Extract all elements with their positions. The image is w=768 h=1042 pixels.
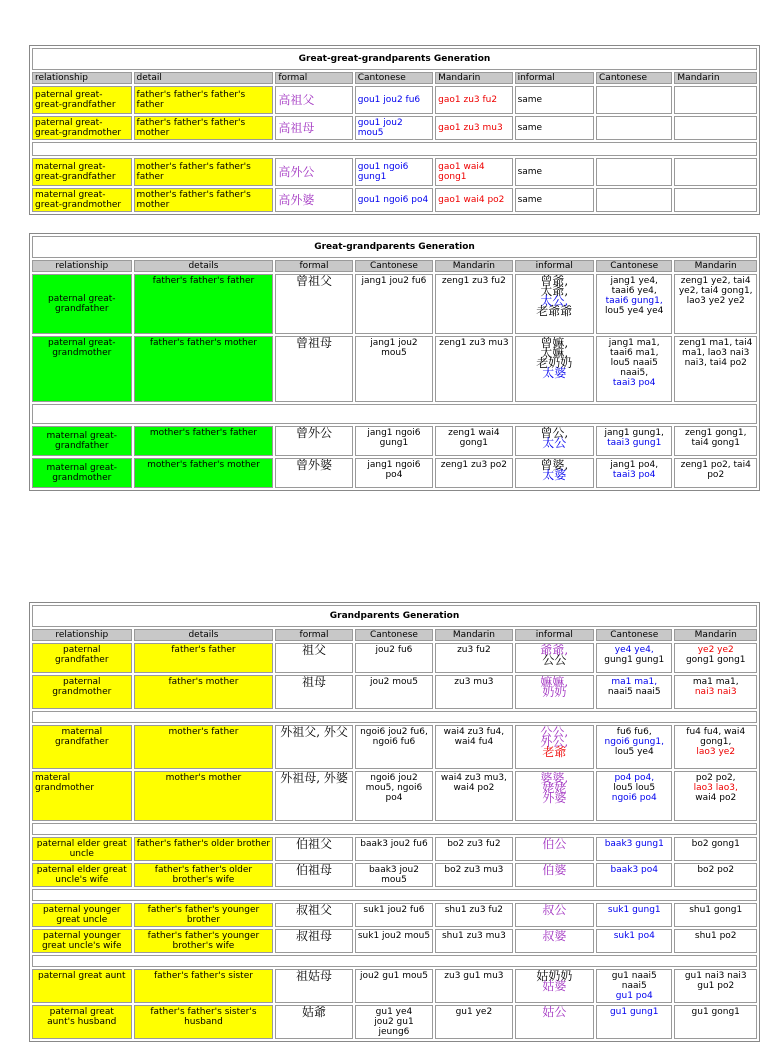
formal-cell: 伯祖母	[275, 863, 352, 887]
formal-cell: 伯祖父	[275, 837, 352, 861]
formal-cell: 曾外公	[275, 426, 352, 456]
cantonese-cell: ngoi6 jou2 fu6, ngoi6 fu6	[355, 725, 433, 769]
informal-romanization: jou2 gu1 jeung6	[374, 1017, 414, 1037]
detail-cell: father's father's younger brother	[134, 903, 274, 927]
mandarin-cell	[674, 675, 757, 709]
separator-row	[32, 142, 757, 156]
informal-term: 曾爺,	[540, 274, 569, 288]
cantonese-cell	[596, 643, 672, 673]
cantonese-cell: jou2 mou5	[355, 675, 433, 709]
mandarin-cell: gao1 zu3 mu3	[435, 116, 512, 140]
col-header: Cantonese	[596, 629, 672, 641]
col-header: formal	[275, 629, 352, 641]
informal-cell	[515, 725, 594, 769]
mandarin-cell: wai4 zu3 mu3, wai4 po2	[435, 771, 512, 821]
informal-romanization: wai4 po2	[695, 793, 737, 803]
relationship-cell: paternal younger great uncle's wife	[32, 929, 132, 953]
cantonese-cell	[596, 458, 672, 488]
cantonese-cell	[596, 274, 672, 334]
col-header: detail	[134, 72, 274, 84]
informal-term: 太婆	[542, 468, 567, 482]
informal-term: 老爺	[542, 745, 567, 759]
mandarin-cell: zeng1 zu3 fu2	[435, 274, 512, 334]
col-header: Cantonese	[596, 72, 672, 84]
informal-cell: 伯婆	[515, 863, 594, 887]
relationship-cell: paternal elder great uncle	[32, 837, 132, 861]
mandarin-cell: gu1 ye2	[435, 1005, 512, 1039]
informal-term: 爺爺,	[540, 643, 569, 657]
mandarin-cell: bo2 zu3 mu3	[435, 863, 512, 887]
informal-romanization: ma1 ma1,	[692, 677, 739, 687]
mandarin-cell	[674, 725, 757, 769]
detail-cell: mother's mother	[134, 771, 274, 821]
cantonese-cell: jou2 gu1 mou5	[355, 969, 433, 1003]
mandarin-cell: zeng1 gong1, tai4 gong1	[674, 426, 757, 456]
table-row	[32, 116, 757, 140]
relationship-cell: paternal grandfather	[32, 643, 132, 673]
mandarin-cell: zeng1 wai4 gong1	[435, 426, 512, 456]
relationship-cell: paternal great-grandfather	[32, 274, 132, 334]
cantonese-cell: gou1 jou2 mou5	[355, 116, 433, 140]
mandarin-cell	[674, 86, 757, 114]
detail-cell: father's father's mother	[134, 336, 274, 402]
separator-row	[32, 955, 757, 967]
formal-cell: 叔祖母	[275, 929, 352, 953]
cantonese-cell: gou1 ngoi6 gung1	[355, 158, 433, 186]
col-header: relationship	[32, 629, 132, 641]
informal-cell: same	[515, 86, 594, 114]
informal-cell	[515, 969, 594, 1003]
detail-cell: father's father's older brother	[134, 837, 274, 861]
cantonese-cell: jang1 ngoi6 gung1	[355, 426, 433, 456]
informal-cell: 伯公	[515, 837, 594, 861]
formal-cell: 外祖父, 外父	[275, 725, 352, 769]
mandarin-cell	[674, 188, 757, 212]
col-header: Mandarin	[674, 72, 757, 84]
mandarin-cell: zu3 gu1 mu3	[435, 969, 512, 1003]
informal-romanization: jang1 ma1, taai6 ma1, lou5 naai5 naai5,	[608, 338, 660, 378]
col-header: relationship	[32, 72, 132, 84]
detail-cell: father's father's father's father	[134, 86, 274, 114]
informal-term: 太公,	[540, 294, 569, 308]
col-header: details	[134, 260, 274, 272]
mandarin-cell	[674, 969, 757, 1003]
cantonese-cell: baak3 jou2 mou5	[355, 863, 433, 887]
formal-cell: 祖父	[275, 643, 352, 673]
mandarin-cell	[674, 158, 757, 186]
informal-romanization: gu1 po2	[697, 981, 735, 991]
informal-romanization: ye4 ye4,	[614, 645, 654, 655]
table-row	[32, 86, 757, 114]
mandarin-cell: shu1 po2	[674, 929, 757, 953]
mandarin-cell: zeng1 zu3 mu3	[435, 336, 512, 402]
col-header: formal	[275, 72, 352, 84]
informal-cell: 姑公	[515, 1005, 594, 1039]
relationship-cell: maternal great-great-grandfather	[32, 158, 132, 186]
mandarin-cell: zeng1 zu3 po2	[435, 458, 512, 488]
informal-romanization: jang1 gung1,	[604, 428, 664, 438]
informal-term: 姑奶奶	[536, 969, 573, 983]
cantonese-cell: ngoi6 jou2 mou5, ngoi6 po4	[355, 771, 433, 821]
mandarin-cell: zu3 mu3	[435, 675, 512, 709]
informal-romanization: jang1 ye4, taai6 ye4,	[610, 276, 658, 296]
formal-cell: 曾祖母	[275, 336, 352, 402]
cantonese-cell	[596, 725, 672, 769]
cantonese-cell: gou1 ngoi6 po4	[355, 188, 433, 212]
table-row	[32, 969, 757, 1003]
detail-cell: father's father's younger brother's wife	[134, 929, 274, 953]
cantonese-cell	[596, 969, 672, 1003]
informal-term: 老奶奶	[536, 356, 573, 370]
relationship-cell: maternal great-great-grandmother	[32, 188, 132, 212]
informal-romanization: ngoi6 gung1,	[604, 737, 664, 747]
informal-term: 曾婆,	[540, 458, 569, 472]
mandarin-cell: gao1 wai4 gong1	[435, 158, 512, 186]
informal-term: 老爺爺	[536, 304, 573, 318]
table-row	[32, 675, 757, 709]
informal-romanization: lou5 ye4 ye4	[605, 306, 664, 316]
detail-cell: father's father's father	[134, 274, 274, 334]
informal-cell: 叔公	[515, 903, 594, 927]
relationship-cell: paternal great aunt's husband	[32, 1005, 132, 1039]
relationship-cell: materal grandmother	[32, 771, 132, 821]
col-header: Mandarin	[435, 260, 512, 272]
table-row	[32, 903, 757, 927]
formal-cell: 祖母	[275, 675, 352, 709]
cantonese-cell: baak3 gung1	[596, 837, 672, 861]
detail-cell: mother's father	[134, 725, 274, 769]
informal-term: 外婆	[542, 791, 567, 805]
mandarin-cell: shu1 zu3 fu2	[435, 903, 512, 927]
cantonese-cell: gu1 gung1	[596, 1005, 672, 1039]
detail-cell: father's father's father's mother	[134, 116, 274, 140]
formal-cell: 高外婆	[275, 188, 352, 212]
informal-romanization: lou5 ye4	[614, 747, 654, 757]
great-great-grandparents-table	[29, 45, 760, 215]
informal-romanization: gu1 naai5 naai5	[611, 971, 657, 991]
col-header: details	[134, 629, 274, 641]
informal-romanization: fu6 fu6,	[616, 727, 652, 737]
separator-row	[32, 404, 757, 424]
informal-romanization: po2 po2,	[695, 773, 736, 783]
col-header: Mandarin	[674, 260, 757, 272]
formal-cell: 祖姑母	[275, 969, 352, 1003]
informal-cell: same	[515, 116, 594, 140]
detail-cell: mother's father's father	[134, 426, 274, 456]
informal-romanization: gu1 ye4	[375, 1007, 413, 1017]
cantonese-cell	[596, 336, 672, 402]
relationship-cell: maternal grandfather	[32, 725, 132, 769]
cantonese-cell: jang1 ngoi6 po4	[355, 458, 433, 488]
informal-term: 嫲嫲,	[540, 675, 569, 689]
mandarin-cell: wai4 zu3 fu4, wai4 fu4	[435, 725, 512, 769]
informal-cell	[515, 336, 594, 402]
informal-cell	[515, 458, 594, 488]
formal-cell: 姑爺	[275, 1005, 352, 1039]
mandarin-cell: gu1 gong1	[674, 1005, 757, 1039]
cantonese-cell: baak3 jou2 fu6	[355, 837, 433, 861]
table-row	[32, 426, 757, 456]
col-header: informal	[515, 629, 594, 641]
informal-term: 太爺,	[540, 284, 569, 298]
informal-romanization: taai3 po4	[612, 470, 656, 480]
table-row	[32, 158, 757, 186]
header-row	[32, 260, 757, 272]
mandarin-cell: zeng1 ma1, tai4 ma1, lao3 nai3 nai3, tai4 po2	[674, 336, 757, 402]
cantonese-cell: suk1 jou2 mou5	[355, 929, 433, 953]
mandarin-cell: zeng1 ye2, tai4 ye2, tai4 gong1, lao3 ye2 ye2	[674, 274, 757, 334]
relationship-cell: maternal great-grandmother	[32, 458, 132, 488]
cantonese-cell	[596, 116, 672, 140]
informal-romanization: lao3 lao3,	[693, 783, 738, 793]
table-row	[32, 1005, 757, 1039]
informal-term: 公公,	[540, 725, 569, 739]
table-row	[32, 274, 757, 334]
informal-term: 姥姥	[542, 781, 567, 795]
relationship-cell: paternal younger great uncle	[32, 903, 132, 927]
col-header: relationship	[32, 260, 132, 272]
separator-row	[32, 711, 757, 723]
formal-cell: 叔祖父	[275, 903, 352, 927]
mandarin-cell: zu3 fu2	[435, 643, 512, 673]
table-row	[32, 771, 757, 821]
cantonese-cell: gou1 jou2 fu6	[355, 86, 433, 114]
informal-cell: same	[515, 158, 594, 186]
informal-romanization: po4 po4,	[614, 773, 655, 783]
relationship-cell: paternal great-great-grandfather	[32, 86, 132, 114]
col-header: Cantonese	[355, 260, 433, 272]
mandarin-cell	[674, 643, 757, 673]
col-header: formal	[275, 260, 352, 272]
mandarin-cell: bo2 po2	[674, 863, 757, 887]
informal-term: 太公	[542, 436, 567, 450]
cantonese-cell: jang1 jou2 mou5	[355, 336, 433, 402]
cantonese-cell	[596, 158, 672, 186]
detail-cell: father's father's sister	[134, 969, 274, 1003]
col-header: informal	[515, 72, 594, 84]
separator-row	[32, 823, 757, 835]
col-header: informal	[515, 260, 594, 272]
cantonese-cell	[596, 188, 672, 212]
informal-romanization: lou5 lou5	[613, 783, 656, 793]
mandarin-cell: bo2 gong1	[674, 837, 757, 861]
relationship-cell: paternal great-grandmother	[32, 336, 132, 402]
mandarin-cell	[674, 771, 757, 821]
formal-cell: 高外公	[275, 158, 352, 186]
formal-cell: 曾祖父	[275, 274, 352, 334]
table-title: Great-great-grandparents Generation	[32, 48, 757, 70]
table-title: Great-grandparents Generation	[32, 236, 757, 258]
table-row	[32, 188, 757, 212]
cantonese-cell: suk1 po4	[596, 929, 672, 953]
cantonese-cell: suk1 jou2 fu6	[355, 903, 433, 927]
col-header: Cantonese	[355, 629, 433, 641]
great-grandparents-table	[29, 233, 760, 491]
formal-cell: 高祖母	[275, 116, 352, 140]
detail-cell: mother's father's father's mother	[134, 188, 274, 212]
cantonese-cell: jang1 jou2 fu6	[355, 274, 433, 334]
detail-cell: father's mother	[134, 675, 274, 709]
informal-cell	[515, 643, 594, 673]
informal-cell	[515, 771, 594, 821]
header-row	[32, 72, 757, 84]
mandarin-cell: gao1 wai4 po2	[435, 188, 512, 212]
detail-cell: father's father	[134, 643, 274, 673]
cantonese-cell	[355, 1005, 433, 1039]
informal-romanization: ngoi6 po4	[611, 793, 657, 803]
mandarin-cell	[674, 116, 757, 140]
informal-cell	[515, 426, 594, 456]
informal-term: 奶奶	[542, 685, 567, 699]
cantonese-cell	[596, 771, 672, 821]
table-row	[32, 863, 757, 887]
detail-cell: father's father's sister's husband	[134, 1005, 274, 1039]
informal-romanization: nai3 nai3	[694, 687, 737, 697]
cantonese-cell: baak3 po4	[596, 863, 672, 887]
informal-romanization: fu4 fu4, wai4 gong1,	[686, 727, 746, 747]
col-header: Mandarin	[435, 629, 512, 641]
informal-term: 公公	[542, 653, 567, 667]
col-header: Mandarin	[674, 629, 757, 641]
informal-cell	[515, 675, 594, 709]
informal-romanization: gu1 nai3 nai3	[684, 971, 747, 981]
relationship-cell: paternal great aunt	[32, 969, 132, 1003]
cantonese-cell: jou2 fu6	[355, 643, 433, 673]
informal-romanization: naai5 naai5	[607, 687, 661, 697]
mandarin-cell: shu1 zu3 mu3	[435, 929, 512, 953]
cantonese-cell	[596, 86, 672, 114]
informal-romanization: taai3 po4	[612, 378, 656, 388]
informal-romanization: ma1 ma1,	[611, 677, 658, 687]
informal-romanization: jang1 po4,	[610, 460, 659, 470]
informal-term: 姑婆	[542, 979, 567, 993]
informal-romanization: gu1 po4	[615, 991, 653, 1001]
informal-romanization: gung1 gung1	[604, 655, 665, 665]
header-row	[32, 629, 757, 641]
col-header: Mandarin	[435, 72, 512, 84]
relationship-cell: maternal great-grandfather	[32, 426, 132, 456]
informal-romanization: taai3 gung1	[607, 438, 662, 448]
table-row	[32, 837, 757, 861]
grandparents-table	[29, 602, 760, 1042]
table-row	[32, 725, 757, 769]
col-header: Cantonese	[596, 260, 672, 272]
table-row	[32, 336, 757, 402]
informal-term: 外公,	[540, 735, 569, 749]
informal-romanization: lao3 ye2	[696, 747, 736, 757]
mandarin-cell: gao1 zu3 fu2	[435, 86, 512, 114]
cantonese-cell	[596, 426, 672, 456]
informal-romanization: ye2 ye2	[697, 645, 734, 655]
relationship-cell: paternal elder great uncle's wife	[32, 863, 132, 887]
informal-term: 曾公,	[540, 426, 569, 440]
informal-term: 太婆	[542, 366, 567, 380]
table-row	[32, 458, 757, 488]
cantonese-cell	[596, 675, 672, 709]
informal-cell: same	[515, 188, 594, 212]
formal-cell: 曾外婆	[275, 458, 352, 488]
informal-romanization: gong1 gong1	[685, 655, 746, 665]
detail-cell: mother's father's father's father	[134, 158, 274, 186]
informal-term: 太嫲,	[540, 346, 569, 360]
informal-term: 曾嫲,	[540, 336, 569, 350]
informal-cell: 叔婆	[515, 929, 594, 953]
cantonese-cell: suk1 gung1	[596, 903, 672, 927]
relationship-cell: paternal great-great-grandmother	[32, 116, 132, 140]
formal-cell: 外祖母, 外婆	[275, 771, 352, 821]
mandarin-cell: zeng1 po2, tai4 po2	[674, 458, 757, 488]
detail-cell: father's father's older brother's wife	[134, 863, 274, 887]
table-row	[32, 929, 757, 953]
mandarin-cell: shu1 gong1	[674, 903, 757, 927]
table-title: Grandparents Generation	[32, 605, 757, 627]
detail-cell: mother's father's mother	[134, 458, 274, 488]
informal-term: 婆婆,	[540, 771, 569, 785]
relationship-cell: paternal grandmother	[32, 675, 132, 709]
col-header: Cantonese	[355, 72, 433, 84]
informal-romanization: taai6 gung1,	[605, 296, 663, 306]
informal-cell	[515, 274, 594, 334]
mandarin-cell: bo2 zu3 fu2	[435, 837, 512, 861]
separator-row	[32, 889, 757, 901]
table-row	[32, 643, 757, 673]
formal-cell: 高祖父	[275, 86, 352, 114]
